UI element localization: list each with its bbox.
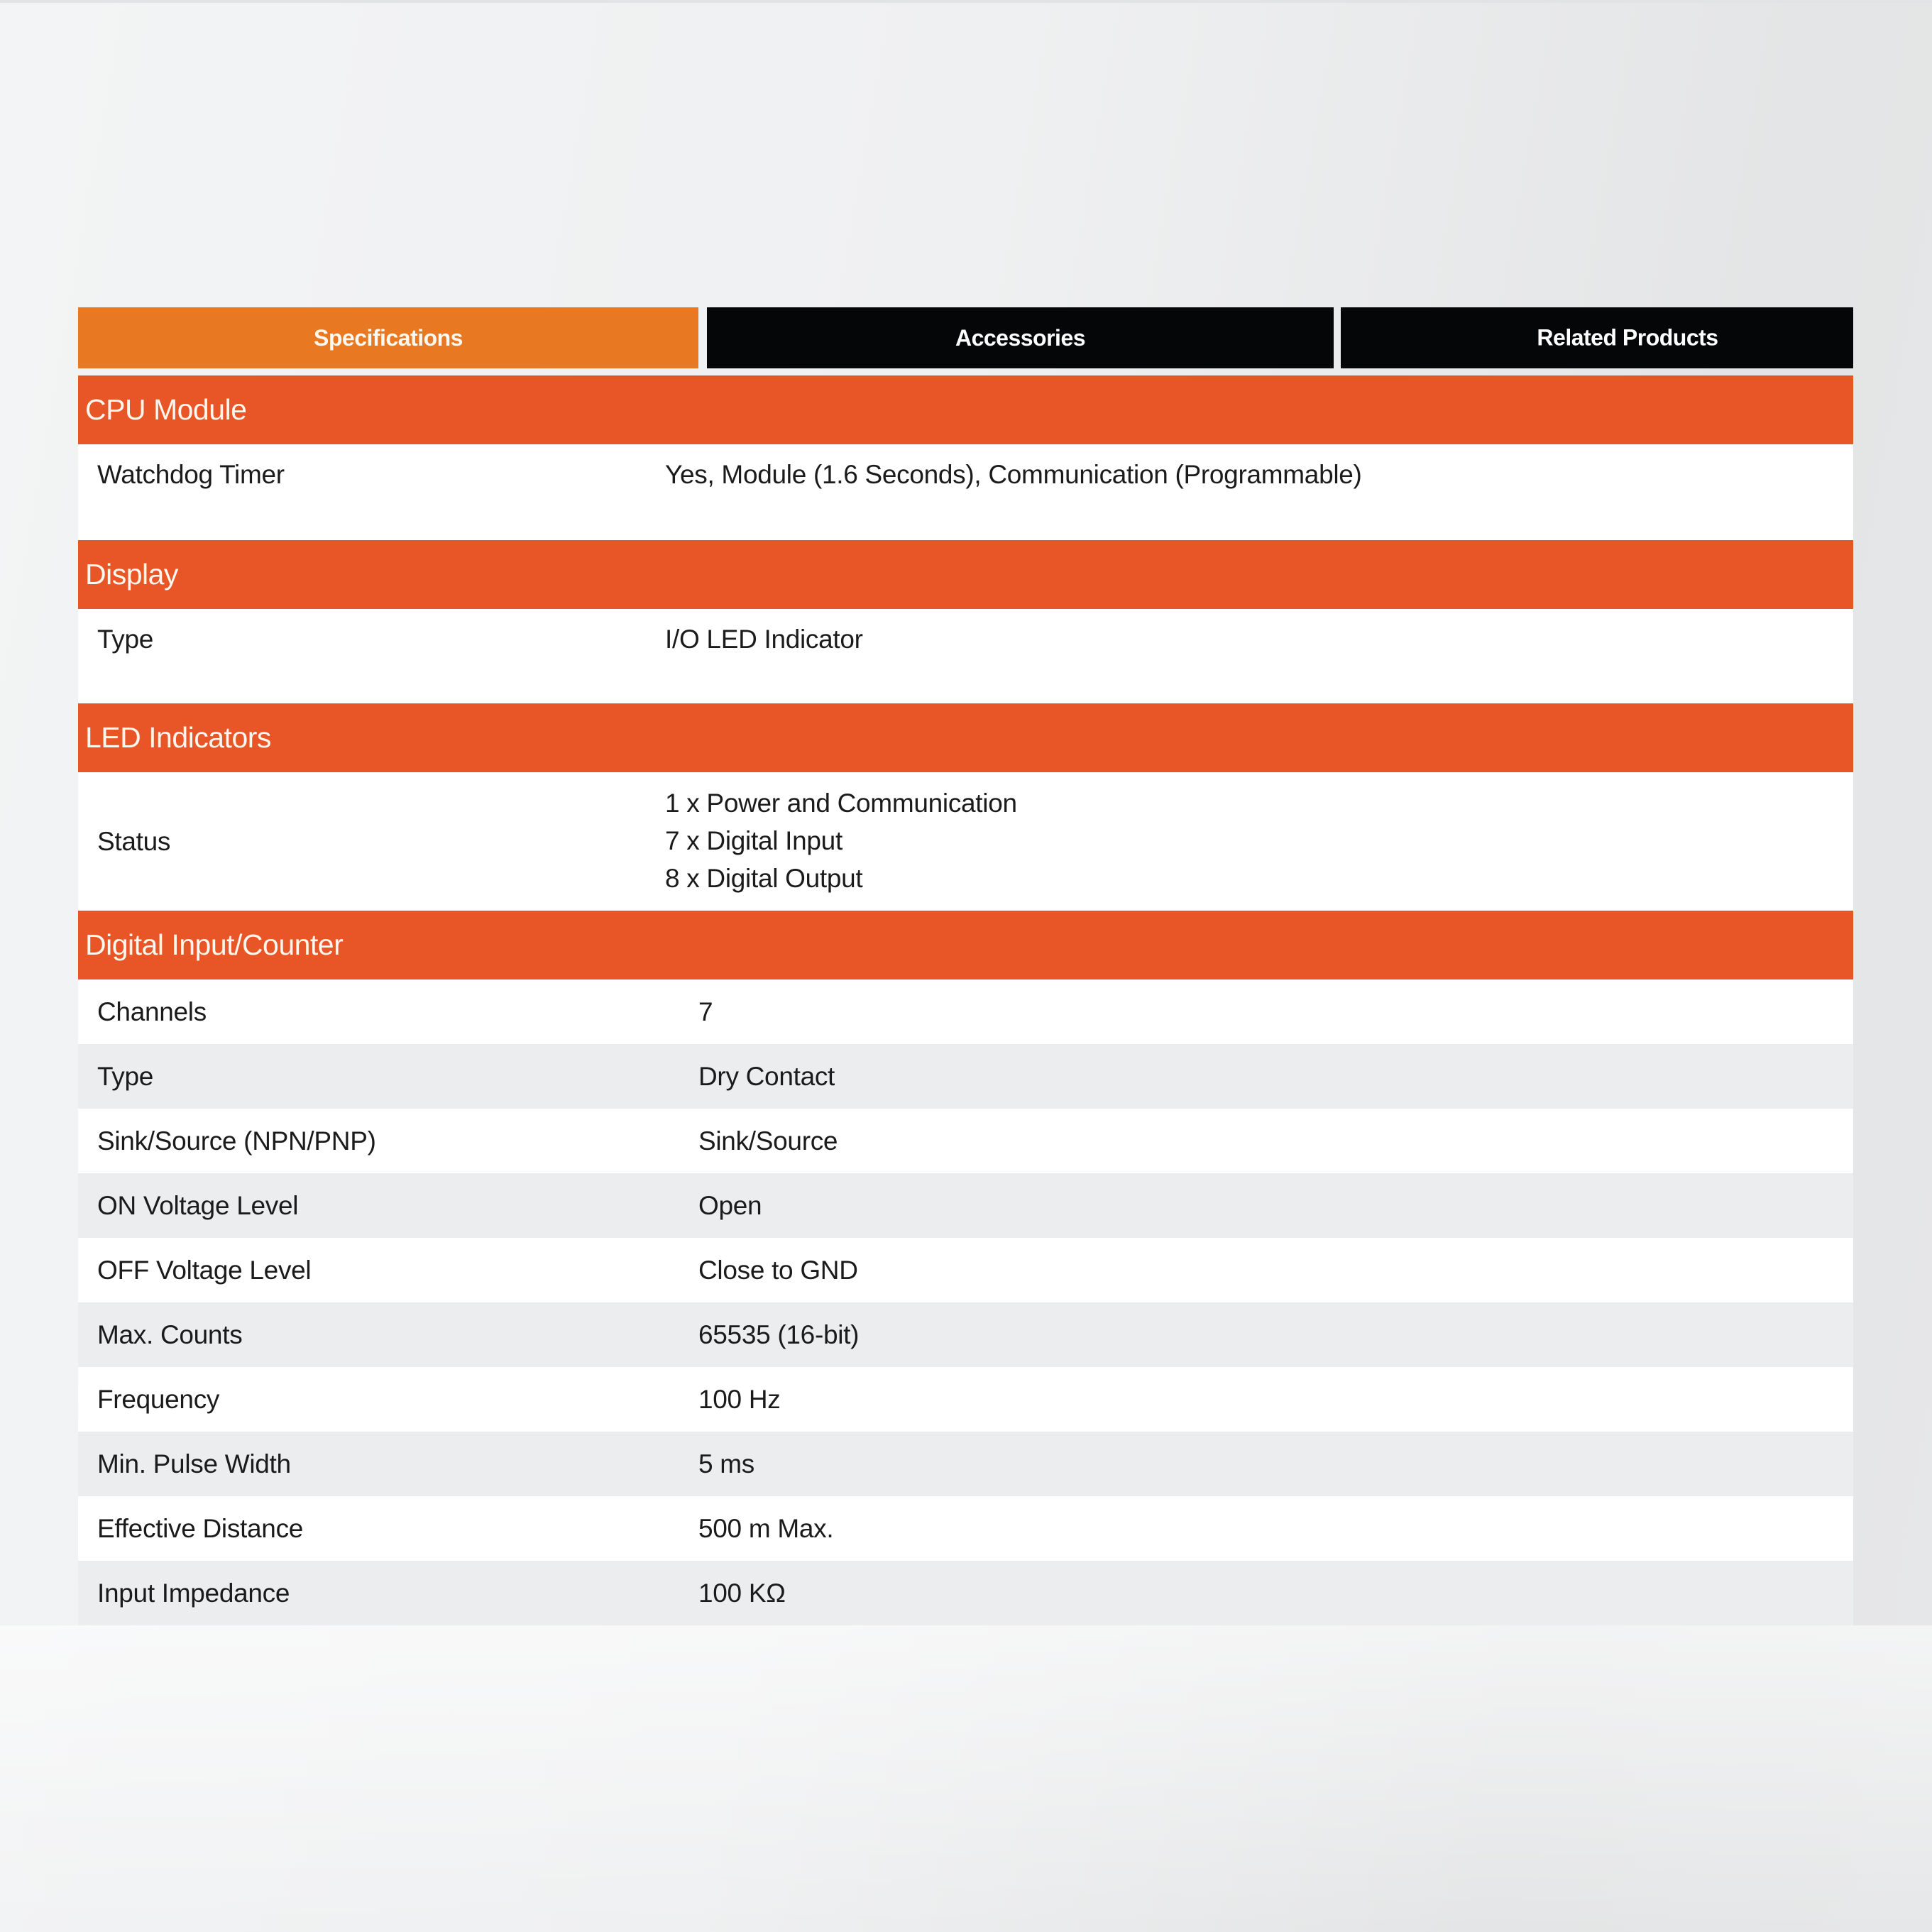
spec-value: Yes, Module (1.6 Seconds), Communication (Programmable) [665,460,1362,489]
spec-value-line: 8 x Digital Output [665,864,863,893]
spec-label: Status [97,826,171,856]
spec-row-status [78,772,1853,911]
section-header-display [78,540,1853,609]
tab-label: Accessories [955,324,1086,351]
spec-row-effective-distance [78,1496,1853,1561]
section-title: Digital Input/Counter [85,928,344,961]
spec-row-channels [78,979,1853,1044]
spec-value: 500 m Max. [698,1513,834,1543]
spec-value-line: 7 x Digital Input [665,826,842,855]
spec-value: Sink/Source [698,1126,838,1156]
spec-row-input-impedance [78,1561,1853,1625]
spec-label: Max. Counts [97,1319,243,1349]
section-title: LED Indicators [85,721,271,754]
tab-specifications[interactable] [78,307,698,368]
spec-row-max-counts [78,1302,1853,1367]
spec-row-sink-source [78,1109,1853,1173]
tab-label: Related Products [1537,324,1718,351]
spec-row-frequency [78,1367,1853,1432]
tab-related-products[interactable] [1341,307,1853,368]
section-title: CPU Module [85,393,247,426]
section-title: Display [85,558,178,591]
spec-value: Dry Contact [698,1061,835,1091]
spec-row-watchdog-timer [78,444,1853,540]
spec-value: I/O LED Indicator [665,625,863,654]
spec-label: ON Voltage Level [97,1190,299,1220]
spec-value: 65535 (16-bit) [698,1319,860,1349]
spec-value: Open [698,1190,762,1220]
spec-label: Sink/Source (NPN/PNP) [97,1126,376,1156]
spec-label: Min. Pulse Width [97,1449,291,1478]
spec-row-type [78,1044,1853,1109]
section-header-led-indicators [78,703,1853,772]
section-header-digital-input-counter [78,911,1853,979]
spec-label: Channels [97,997,207,1026]
tab-accessories[interactable] [707,307,1334,368]
spec-row-on-voltage-level [78,1173,1853,1238]
spec-label: Type [97,625,154,654]
tab-label: Specifications [314,324,463,351]
spec-row-display-type [78,609,1853,703]
spec-value: 5 ms [698,1449,754,1478]
spec-value-list [665,784,1017,897]
spec-label: Effective Distance [97,1513,304,1543]
spec-row-off-voltage-level [78,1238,1853,1302]
spec-label: Watchdog Timer [97,460,285,489]
spec-label: Type [97,1061,154,1091]
spec-row-min-pulse-width [78,1432,1853,1496]
spec-label: Frequency [97,1384,220,1414]
specifications-table [78,375,1853,1625]
spec-label: OFF Voltage Level [97,1255,312,1285]
section-header-cpu-module [78,375,1853,444]
spec-value: 100 KΩ [698,1578,786,1608]
spec-label: Input Impedance [97,1578,290,1608]
background-glow [0,1625,1932,1932]
tab-bar [78,307,1853,368]
spec-value: 100 Hz [698,1384,781,1414]
top-border [0,0,1932,3]
spec-value: 7 [698,997,713,1026]
spec-value-line: 1 x Power and Communication [665,789,1017,818]
spec-value: Close to GND [698,1255,858,1285]
